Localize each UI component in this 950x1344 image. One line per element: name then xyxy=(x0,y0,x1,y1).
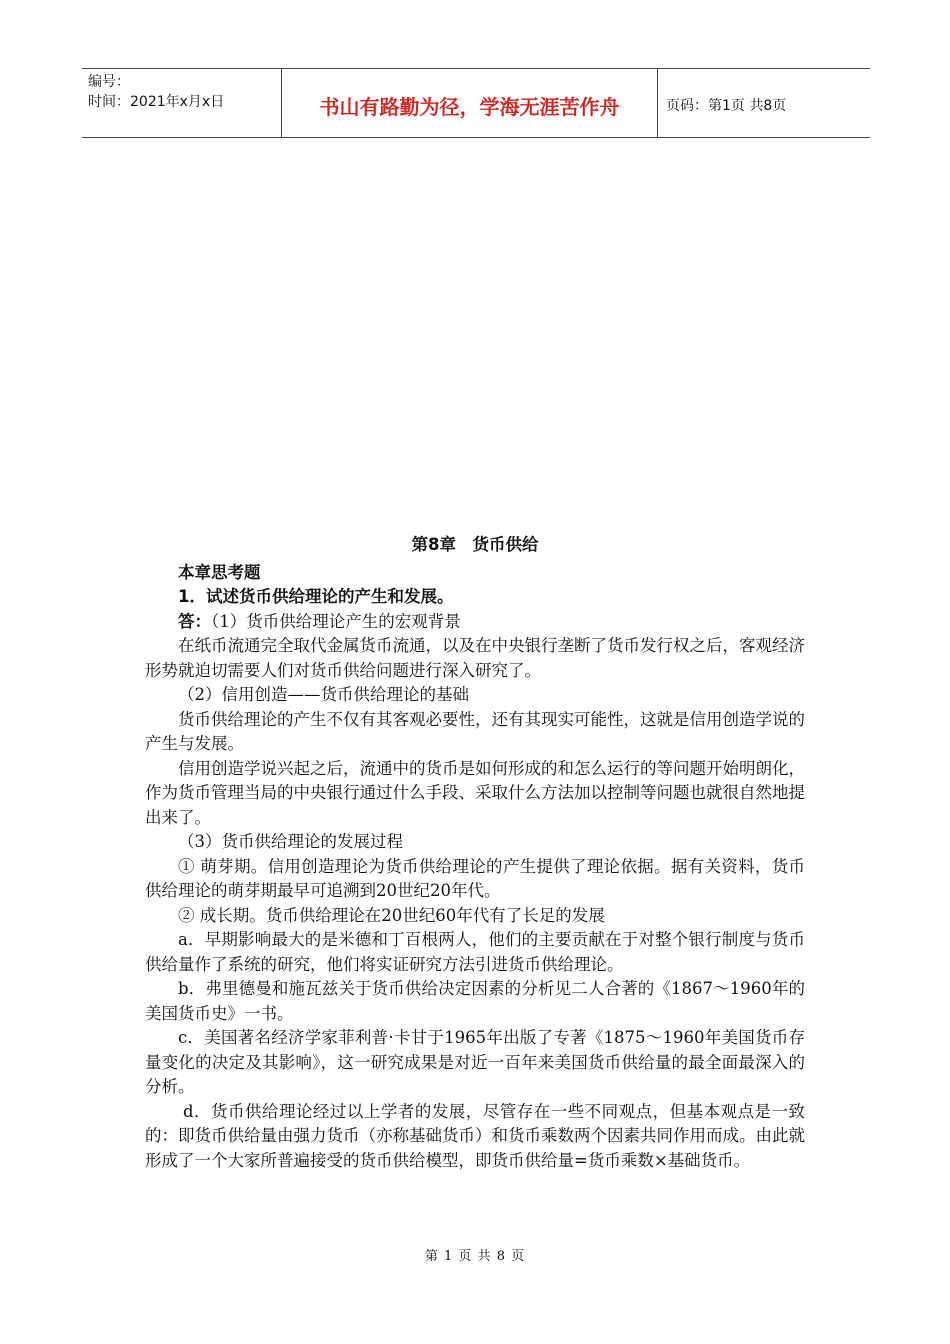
question-text: 1．试述货币供给理论的产生和发展。 xyxy=(178,587,454,606)
answer-label: 答： xyxy=(178,611,211,631)
header-page-label: 页码：第1页 共8页 xyxy=(666,98,787,114)
header-motto: 书山有路勤为径，学海无涯苦作舟 xyxy=(282,69,658,137)
section-heading: 本章思考题 xyxy=(178,562,261,582)
paragraph: d．货币供给理论经过以上学者的发展，尽管存在一些不同观点，但基本观点是一致的：即货币供给量由强力货币（亦称基础货币）和货币乘数两个因素共同作用而成。由此就形成了一个大家所普遍接受的货币供给模型，即货币供给量=货币乘数×基础货币。 xyxy=(145,1101,805,1170)
header-left-cell xyxy=(82,69,282,137)
paragraph: 货币供给理论的产生不仅有其客观必要性，还有其现实可能性，这就是信用创造学说的产生与发展。 xyxy=(145,709,805,753)
document-number-label: 编号： xyxy=(88,74,130,90)
paragraph: a．早期影响最大的是米德和丁百根两人，他们的主要贡献在于对整个银行制度与货币供给量作了系统的研究，他们将实证研究方法引进货币供给理论。 xyxy=(145,930,805,974)
answer-line xyxy=(145,610,805,635)
page-footer: 第 1 页 共 8 页 xyxy=(424,1249,526,1264)
answer-intro: （1）货币供给理论产生的宏观背景 xyxy=(211,611,461,631)
paragraph: c．美国著名经济学家菲利普·卡甘于1965年出版了专著《1875～1960年美国货币存量变化的决定及其影响》，这一研究成果是对近一百年来美国货币供给量的最全面最深入的分析。 xyxy=(145,1028,805,1096)
paragraph: 在纸币流通完全取代金属货币流通，以及在中央银行垄断了货币发行权之后，客观经济形势就迫切需要人们对货币供给问题进行深入研究了。 xyxy=(145,636,805,680)
paragraph: （3）货币供给理论的发展过程 xyxy=(178,832,403,851)
paragraph: ① 萌芽期。信用创造理论为货币供给理论的产生提供了理论依据。据有关资料，货币供给理论的萌芽期最早可追溯到20世纪20年代。 xyxy=(145,856,805,900)
header-table xyxy=(82,68,870,138)
paragraph: ② 成长期。货币供给理论在20世纪60年代有了长足的发展 xyxy=(178,905,605,925)
chapter-title: 第8章 货币供给 xyxy=(411,535,539,554)
paragraph: 信用创造学说兴起之后，流通中的货币是如何形成的和怎么运行的等问题开始明朗化，作为货币管理当局的中央银行通过什么手段、采取什么方法加以控制等问题也就很自然地提出来了。 xyxy=(145,758,805,827)
document-body xyxy=(145,533,805,1173)
paragraph: （2）信用创造——货币供给理论的基础 xyxy=(178,685,469,704)
paragraph: b．弗里德曼和施瓦兹关于货币供给决定因素的分析见二人合著的《1867～1960年的美国货币史》一书。 xyxy=(145,979,805,1023)
document-time-label: 时间：2021年x月x日 xyxy=(88,94,225,110)
